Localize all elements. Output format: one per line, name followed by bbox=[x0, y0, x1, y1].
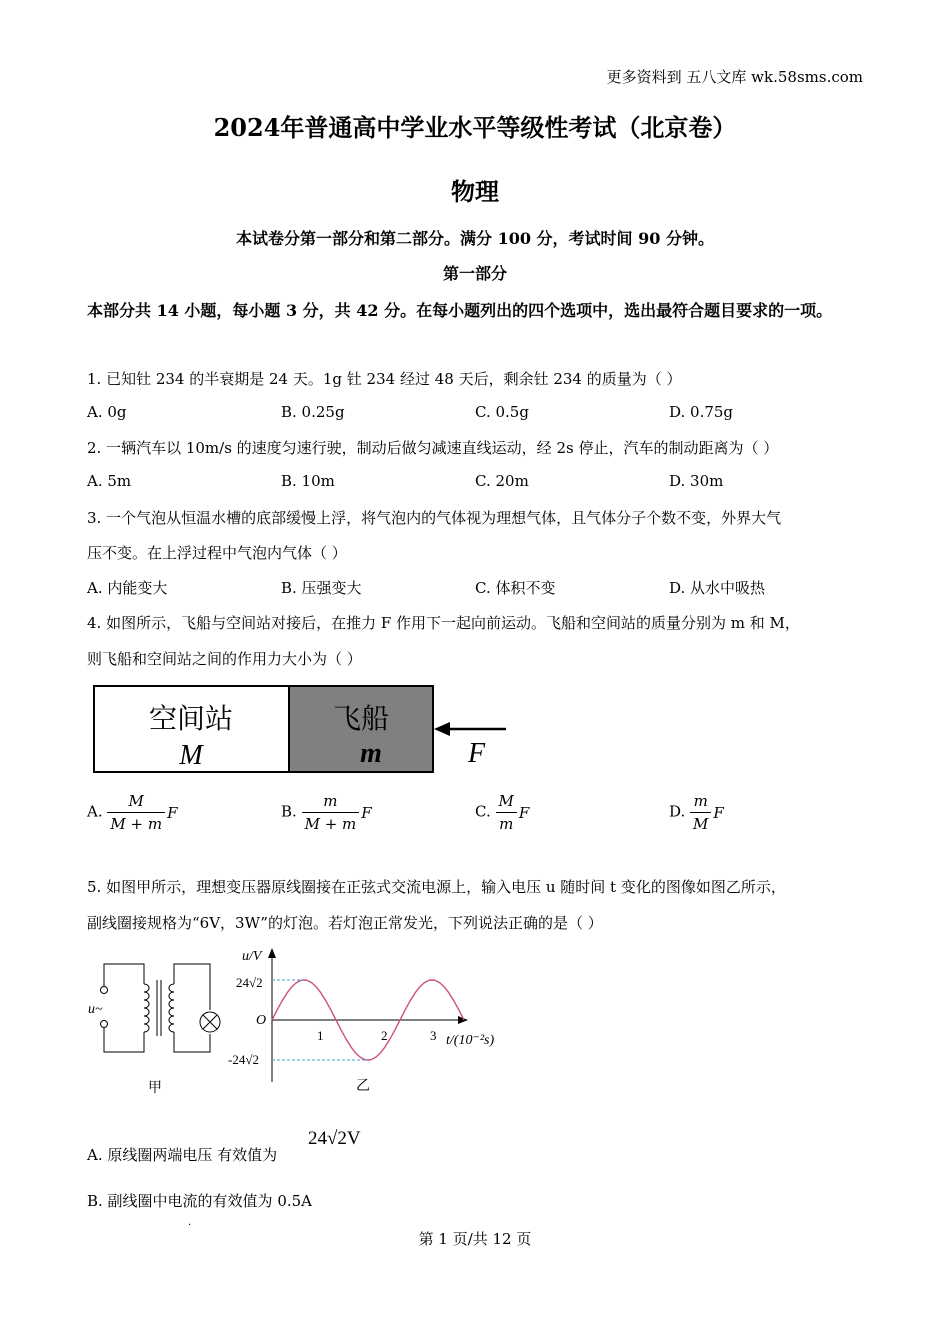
q3-option-c: C. 体积不变 bbox=[475, 579, 556, 597]
page-footer: 第 1 页/共 12 页 bbox=[418, 1230, 532, 1248]
q4-option-d-denominator: M bbox=[693, 815, 709, 833]
q4-option-a-label: A. bbox=[87, 802, 103, 821]
circuit-caption: 甲 bbox=[148, 1080, 162, 1096]
x-tick-3: 3 bbox=[430, 1028, 437, 1043]
q4-option-c-force: F bbox=[518, 803, 530, 822]
primary-wire-top bbox=[104, 964, 144, 986]
q4-option-b-numerator: m bbox=[302, 792, 360, 813]
question-4-line-2: 则飞船和空间站之间的作用力大小为（ ） bbox=[87, 650, 362, 668]
q5-option-a-value: 24√2V bbox=[308, 1128, 361, 1149]
voltage-graph bbox=[228, 940, 508, 1102]
y-axis-label: u/V bbox=[242, 949, 262, 964]
origin-label: O bbox=[256, 1013, 267, 1028]
q3-option-b: B. 压强变大 bbox=[281, 579, 362, 597]
q1-option-b: B. 0.25g bbox=[281, 403, 345, 421]
q4-option-d-label: D. bbox=[669, 802, 686, 821]
y-tick-negative: -24√2 bbox=[228, 1052, 259, 1067]
source-terminal-top bbox=[101, 987, 108, 994]
question-4-line-1: 4. 如图所示，飞船与空间站对接后，在推力 F 作用下一起向前运动。飞船和空间站的质量分别为 m 和 M， bbox=[87, 614, 800, 632]
q4-option-c bbox=[475, 792, 529, 833]
q2-option-c: C. 20m bbox=[475, 472, 529, 490]
question-5-line-1: 5. 如图甲所示，理想变压器原线圈接在正弦式交流电源上，输入电压 u 随时间 t 变化的图像如图乙所示， bbox=[87, 878, 786, 896]
bulb-icon bbox=[200, 1012, 220, 1032]
q1-option-d: D. 0.75g bbox=[669, 403, 734, 421]
secondary-wire-top bbox=[174, 964, 210, 1010]
question-3-line-2: 压不变。在上浮过程中气泡内气体（ ） bbox=[87, 544, 347, 562]
force-label: F bbox=[468, 738, 486, 769]
question-2-text: 2. 一辆汽车以 10m/s 的速度匀速行驶，制动后做匀减速直线运动，经 2s 停止，汽车的制动距离为（ ） bbox=[87, 439, 779, 457]
q4-option-c-numerator: M bbox=[496, 792, 517, 813]
space-station-mass: M bbox=[179, 740, 203, 771]
q4-option-b bbox=[281, 792, 372, 833]
q5-option-b: B. 副线圈中电流的有效值为 0.5A bbox=[87, 1192, 313, 1210]
q3-option-a: A. 内能变大 bbox=[87, 579, 168, 597]
question-1-text: 1. 已知钍 234 的半衰期是 24 天。1g 钍 234 经过 48 天后，剩余钍 234 的质量为（ ） bbox=[87, 370, 682, 388]
q4-option-d-fraction bbox=[690, 792, 711, 833]
question-5-line-2: 副线圈接规格为“6V，3W”的灯泡。若灯泡正常发光，下列说法正确的是（ ） bbox=[87, 914, 603, 932]
source-label: u~ bbox=[88, 1002, 103, 1017]
q3-option-d: D. 从水中吸热 bbox=[669, 579, 766, 597]
q4-option-c-fraction bbox=[496, 792, 517, 833]
exam-note: 本试卷分第一部分和第二部分。满分 100 分，考试时间 90 分钟。 bbox=[236, 229, 714, 248]
exam-title: 2024年普通高中学业水平等级性考试（北京卷） bbox=[213, 113, 737, 142]
secondary-wire-bottom bbox=[174, 1032, 210, 1052]
primary-coil bbox=[144, 984, 149, 1032]
q4-option-b-label: B. bbox=[281, 802, 297, 821]
y-tick-positive: 24√2 bbox=[236, 975, 263, 990]
part-heading: 第一部分 bbox=[442, 264, 507, 283]
footer-mark: · bbox=[188, 1220, 192, 1231]
q2-option-d: D. 30m bbox=[669, 472, 724, 490]
q2-option-b: B. 10m bbox=[281, 472, 335, 490]
q4-option-d bbox=[669, 792, 724, 833]
subject-title: 物理 bbox=[451, 177, 499, 206]
x-tick-1: 1 bbox=[317, 1028, 324, 1043]
q4-option-d-force: F bbox=[713, 803, 724, 822]
q4-option-b-denominator: M + m bbox=[304, 815, 357, 833]
transformer-circuit bbox=[86, 956, 226, 1102]
q4-option-a bbox=[87, 792, 178, 833]
q4-option-a-numerator: M bbox=[107, 792, 165, 813]
source-terminal-bottom bbox=[101, 1021, 108, 1028]
q4-option-d-numerator: m bbox=[690, 792, 711, 813]
q1-option-c: C. 0.5g bbox=[475, 403, 529, 421]
q4-option-c-label: C. bbox=[475, 802, 491, 821]
q2-option-a: A. 5m bbox=[87, 472, 132, 490]
q4-option-a-force: F bbox=[167, 803, 178, 822]
question-3-line-1: 3. 一个气泡从恒温水槽的底部缓慢上浮，将气泡内的气体视为理想气体，且气体分子个数不变，外界大气 bbox=[87, 509, 782, 527]
primary-wire-bottom bbox=[104, 1028, 144, 1052]
q4-option-b-fraction bbox=[302, 792, 360, 833]
page-header-source: 更多资料到 五八文库 wk.58sms.com bbox=[606, 68, 863, 86]
q1-option-a: A. 0g bbox=[87, 403, 127, 421]
q4-option-a-fraction bbox=[107, 792, 165, 833]
secondary-coil bbox=[169, 984, 174, 1032]
graph-caption: 乙 bbox=[356, 1078, 370, 1094]
force-arrow-head bbox=[434, 722, 450, 736]
docking-figure bbox=[88, 680, 518, 780]
spaceship-label: 飞船 bbox=[332, 702, 390, 735]
q5-option-a bbox=[87, 1144, 277, 1165]
q4-option-c-denominator: m bbox=[499, 815, 514, 833]
y-axis-arrow bbox=[268, 948, 276, 958]
x-axis-label: t/(10⁻²s) bbox=[446, 1033, 495, 1048]
spaceship-mass: m bbox=[360, 738, 382, 769]
x-tick-2: 2 bbox=[381, 1028, 388, 1043]
space-station-label: 空间站 bbox=[148, 702, 234, 735]
part-instructions: 本部分共 14 小题，每小题 3 分，共 42 分。在每小题列出的四个选项中，选出最符合题目要求的一项。 bbox=[87, 301, 833, 320]
q4-option-a-denominator: M + m bbox=[110, 815, 163, 833]
q4-option-b-force: F bbox=[361, 803, 372, 822]
q5-option-a-text: A. 原线圈两端电压 有效值为 bbox=[87, 1146, 278, 1164]
